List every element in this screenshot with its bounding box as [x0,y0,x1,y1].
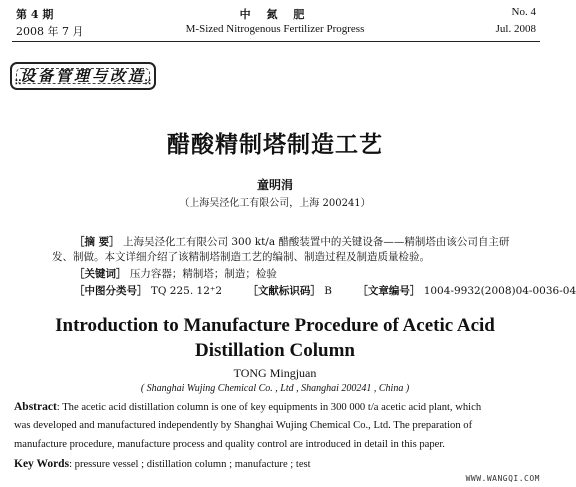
paper-title-cn: 醋酸精制塔制造工艺 [167,132,383,158]
issue-date-en: Jul. 2008 [495,23,536,35]
site-watermark: WWW.WANGQI.COM [465,474,540,483]
article-number-label: ［文章编号］ [357,285,421,297]
keywords-cn [74,266,277,281]
issue-date-cn: 2008 年 7 月 [16,25,84,38]
paper-title-en-line-2: Distillation Column [195,340,355,361]
author-en: TONG Mingjuan [233,366,317,380]
article-number-value: 1004-9932(2008)04-0036-04 [423,285,576,297]
abstract-en-line-1 [14,401,481,413]
column-badge-label: 设备管理与改造 [19,67,146,85]
keywords-cn-label: ［关键词］ [74,268,127,280]
doc-code-label: ［文献标识码］ [247,285,321,297]
abstract-cn-label: ［摘 要］ [74,236,120,248]
affiliation-en: ( Shanghai Wujing Chemical Co. , Ltd , Shanghai 200241 , China ) [140,383,410,394]
affiliation-cn: （上海吴泾化工有限公司，上海 200241） [179,198,371,209]
badge-ornament-left: ∷ [15,78,22,88]
doc-code-value: B [324,285,332,297]
journal-name-en: M-Sized Nitrogenous Fertilizer Progress [185,23,365,35]
issue-number-en: No. 4 [511,6,536,18]
issue-number-cn: 第 4 期 [16,8,54,21]
abstract-cn-text-2: 发、制做。本文详细介绍了该精制塔制造工艺的编制、制造过程及制造质量检验。 [52,251,430,263]
keywords-en [14,458,311,470]
classification-row [74,283,576,298]
abstract-en-text-3: manufacture procedure, manufacture process and quality control are introduced in detail in this paper. [14,439,445,450]
paper-title-en-line-1: Introduction to Manufacture Procedure of Acetic Acid [55,315,495,336]
column-badge [10,62,156,90]
abstract-cn-text-1: 上海吴泾化工有限公司 300 kt/a 醋酸装置中的关键设备——精制塔由该公司自主研 [123,236,510,248]
keywords-en-label: Key Words [14,458,70,470]
abstract-cn-line-1 [74,234,509,249]
badge-ornament-right: ∷ [144,78,151,88]
journal-name-cn: 中 氮 肥 [239,8,311,21]
keywords-cn-text: 压力容器；精制塔；制造；检验 [129,268,277,280]
abstract-en-label: Abstract [14,401,57,413]
class-number-value: TQ 225. 12⁺2 [150,285,223,297]
header-rule [12,41,540,42]
keywords-en-text: : pressure vessel ; distillation column ; manufacture ; test [69,459,311,470]
class-number-label: ［中图分类号］ [74,285,148,297]
abstract-en-text-1: : The acetic acid distillation column is one of key equipments in 300 000 t/a acetic acid plant, which [56,402,482,413]
author-cn: 童明涓 [256,178,293,192]
abstract-en-text-2: was developed and manufactured independently by Shanghai Wujing Chemical Co., Ltd. The preparation of [14,420,473,431]
